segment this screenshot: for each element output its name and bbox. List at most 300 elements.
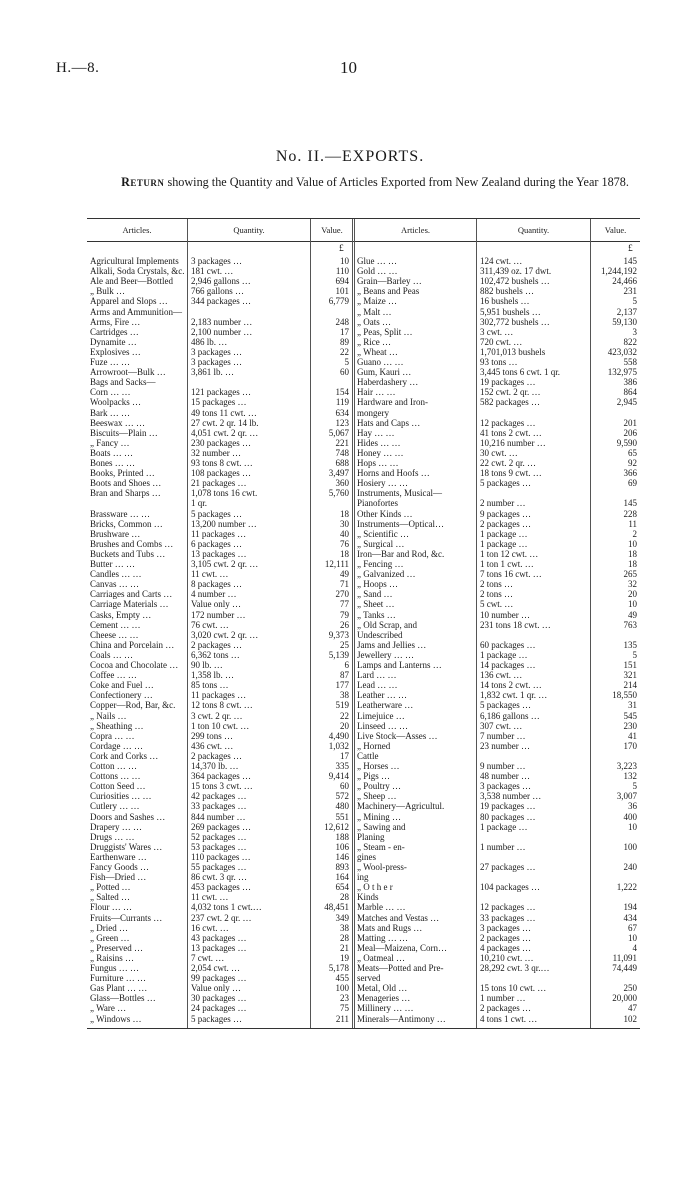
table-row (87, 680, 640, 690)
article-cell: Fungus … … (90, 963, 140, 973)
article-cell: Jewellery … … (357, 649, 414, 660)
value-cell: 654 (335, 882, 349, 893)
table-row (87, 902, 640, 912)
quantity-cell: 10 number … (480, 609, 530, 620)
table-row (87, 953, 640, 963)
value-cell: 748 (335, 447, 349, 458)
quantity-cell: 1,358 lb. … (191, 670, 235, 681)
article-cell: Casks, Empty … (90, 609, 152, 620)
value-cell: 265 (623, 569, 637, 580)
quantity-cell: 436 cwt. … (191, 740, 234, 751)
value-cell: 240 (623, 862, 637, 872)
article-cell: „ Galvanized … (357, 569, 416, 580)
header-value-right: Value. (604, 225, 627, 235)
quantity-cell (480, 973, 588, 983)
value-cell: 763 (623, 619, 637, 630)
article-cell: Haberdashery … (357, 377, 419, 388)
value-cell: 49 (628, 609, 637, 620)
value-cell: 22 (340, 346, 349, 357)
quantity-cell: 2 packages … (480, 932, 531, 943)
value-cell: 1,032 (328, 740, 349, 751)
value-cell: 18 (340, 508, 349, 519)
article-cell: „ Rice … (357, 336, 391, 347)
subtitle-lead: Return (121, 175, 165, 189)
table-row (87, 428, 640, 438)
value-cell: 77 (340, 599, 349, 610)
article-cell: China and Porcelain … (90, 639, 175, 650)
quantity-cell: 27 cwt. 2 qr. 14 lb. (191, 417, 259, 428)
article-cell: Canvas … … (90, 579, 139, 590)
value-cell: 228 (623, 508, 637, 519)
quantity-cell: 19 packages … (480, 801, 536, 812)
article-cell: „ Malt … (357, 306, 392, 317)
value-cell: 5,178 (328, 963, 349, 973)
article-cell: Bricks, Common … (90, 518, 163, 529)
table-row (87, 509, 640, 519)
article-cell: gines (357, 851, 376, 862)
quantity-cell: 7 tons 16 cwt. … (480, 569, 542, 580)
article-cell: Flour … … (90, 902, 133, 913)
article-cell: mongery (357, 407, 389, 418)
quantity-cell: 16 cwt. … (191, 922, 229, 933)
quantity-cell: 11 cwt. … (191, 569, 229, 580)
quantity-cell: 364 packages … (191, 771, 251, 782)
value-cell: 76 (340, 538, 349, 549)
article-cell: „ Oats … (357, 316, 391, 327)
value-cell: 28 (340, 892, 349, 903)
table-row (87, 579, 640, 589)
value-cell: 10 (628, 599, 637, 610)
value-cell: 688 (335, 458, 349, 468)
value-cell: 20 (340, 720, 349, 731)
value-cell: 25 (340, 639, 349, 650)
quantity-cell: 3,861 lb. … (191, 367, 235, 378)
quantity-cell: 5 packages … (480, 478, 531, 489)
quantity-cell: 1,832 cwt. 1 qr. … (480, 690, 548, 701)
value-cell: 106 (335, 841, 349, 852)
article-cell: Arms, Fire … (90, 316, 141, 327)
article-cell: „ Fancy … (90, 437, 130, 448)
table-row (87, 650, 640, 660)
quantity-cell: 11 packages … (191, 690, 247, 701)
quantity-cell: 19 packages … (480, 377, 536, 388)
quantity-cell: 11 packages … (191, 528, 247, 539)
value-cell: 864 (623, 387, 637, 398)
article-cell: Coals … … (90, 649, 134, 660)
quantity-cell: 4 packages … (480, 942, 531, 953)
quantity-cell: 13 packages … (191, 942, 247, 953)
value-cell: 480 (335, 801, 349, 812)
value-cell: 40 (340, 528, 349, 539)
article-cell: Carriages and Carts … (90, 589, 173, 600)
article-cell: Brushware … (90, 528, 141, 539)
quantity-cell: 7 cwt. … (191, 952, 225, 963)
article-cell: Linseed … … (357, 720, 408, 731)
quantity-cell: 99 packages … (191, 973, 247, 984)
quantity-cell: 10,216 number … (480, 437, 546, 448)
quantity-cell: 5 packages … (480, 700, 531, 711)
value-cell: 9,373 (328, 629, 349, 640)
quantity-cell: 882 bushels … (480, 286, 534, 297)
article-cell: Undescribed (357, 629, 403, 640)
article-cell: „ Scientific … (357, 528, 409, 539)
quantity-cell: 1 package … (480, 649, 528, 660)
article-cell: Fruits—Currants … (90, 912, 163, 923)
value-cell: 822 (623, 336, 637, 347)
value-cell: 74,449 (612, 963, 637, 973)
value-cell (593, 892, 637, 902)
quantity-cell: 9 packages … (480, 508, 531, 519)
table-row (87, 327, 640, 337)
article-cell: „ Salted … (90, 892, 130, 903)
table-row (87, 690, 640, 700)
value-cell: 6,779 (328, 296, 349, 307)
value-cell: 366 (623, 468, 637, 479)
article-cell: Live Stock—Asses … (357, 730, 438, 741)
table-row (87, 983, 640, 993)
article-cell: Fish—Dried … (90, 872, 147, 883)
article-cell: Boats … … (90, 447, 134, 458)
value-cell: 60 (340, 367, 349, 378)
value-cell: 9,590 (616, 437, 637, 448)
value-cell: 250 (623, 983, 637, 994)
article-cell: Menageries … (357, 993, 411, 1004)
table-row (87, 872, 640, 882)
quantity-cell (480, 630, 588, 640)
quantity-cell: 1 package … (480, 821, 528, 832)
article-cell: Curiosities … … (90, 791, 152, 802)
quantity-cell: 3 packages … (191, 357, 242, 367)
quantity-cell: 172 number … (191, 609, 246, 620)
currency-mark-right: £ (628, 244, 633, 254)
value-cell: 89 (340, 336, 349, 347)
article-cell: Agricultural Implements (90, 256, 179, 266)
article-cell: Hardware and Iron- (357, 397, 428, 408)
value-cell: 10 (340, 256, 349, 266)
value-cell: 12,111 (324, 559, 349, 569)
quantity-cell: 32 number … (191, 447, 241, 458)
value-cell: 28 (340, 932, 349, 943)
quantity-cell: 33 packages … (480, 912, 536, 923)
table-row (87, 993, 640, 1003)
quantity-cell (480, 488, 588, 498)
value-cell: 211 (335, 1013, 349, 1024)
table-row (87, 256, 640, 266)
quantity-cell (480, 751, 588, 761)
article-cell: Limejuice … (357, 710, 405, 721)
article-cell: „ Maize … (357, 296, 397, 307)
quantity-cell: 4 tons 1 cwt. … (480, 1013, 538, 1024)
article-cell: Apparel and Slops … (90, 296, 168, 307)
quantity-cell (480, 892, 588, 902)
quantity-cell: 5 packages … (191, 508, 242, 519)
article-cell: Glass—Bottles … (90, 993, 156, 1004)
value-cell: 123 (335, 417, 349, 428)
value-cell: 545 (623, 710, 637, 721)
article-cell: Books, Printed … (90, 468, 155, 479)
value-cell: 119 (335, 397, 349, 408)
table-row (87, 448, 640, 458)
article-cell: Fuze … … (90, 357, 130, 367)
article-cell: „ Old Scrap, and (357, 619, 417, 630)
article-cell: Arms and Ammunition— (90, 306, 182, 317)
value-cell: 17 (340, 326, 349, 337)
quantity-cell: 1 qr. (191, 498, 208, 509)
quantity-cell: 3,445 tons 6 cwt. 1 qr. (480, 367, 560, 378)
quantity-cell: 311,439 oz. 17 dwt. (480, 266, 552, 277)
value-cell: 5 (632, 781, 637, 792)
value-cell: 100 (623, 841, 637, 852)
article-cell: Copra … … (90, 730, 135, 741)
article-cell: Jams and Jellies … (357, 639, 427, 650)
quantity-cell: 93 tons 8 cwt. … (191, 458, 253, 468)
quantity-cell: 7 number … (480, 730, 526, 741)
value-cell: 3,007 (616, 791, 637, 802)
article-cell: Metal, Old … (357, 983, 408, 994)
table-row (87, 933, 640, 943)
table-row (87, 418, 640, 428)
article-cell: „ Potted … (90, 882, 131, 893)
quantity-cell: 2 number … (480, 498, 526, 509)
header-articles-right: Articles. (400, 225, 431, 235)
quantity-cell (480, 832, 588, 842)
quantity-cell: 5,951 bushels … (480, 306, 541, 317)
value-cell: 3,223 (616, 761, 637, 771)
value-cell: 87 (340, 670, 349, 681)
table-row (87, 307, 640, 317)
quantity-cell: 181 cwt. … (191, 266, 234, 277)
article-cell: Candles … … (90, 569, 142, 580)
quantity-cell: 30 packages … (191, 993, 247, 1004)
table-row (87, 852, 640, 862)
article-cell: Meal—Maizena, Corn… (357, 942, 447, 953)
value-cell: 12,612 (324, 821, 349, 832)
article-cell: Butter … … (90, 559, 135, 569)
value-cell: 423,032 (607, 346, 637, 357)
value-cell: 2,137 (616, 306, 637, 317)
value-cell: 135 (623, 639, 637, 650)
table-row (87, 296, 640, 306)
quantity-cell: 1 number … (480, 841, 526, 852)
article-cell: Instruments—Optical… (357, 518, 444, 529)
quantity-cell: 12 tons 8 cwt. … (191, 700, 253, 711)
table-row (87, 549, 640, 559)
quantity-cell: 33 packages … (191, 801, 247, 812)
article-cell: Millinery … … (357, 1003, 414, 1014)
value-cell: 455 (335, 973, 349, 984)
quantity-cell: 152 cwt. 2 qr. … (480, 387, 541, 398)
quantity-cell: 766 gallons … (191, 286, 244, 297)
value-cell: 188 (335, 831, 349, 842)
article-cell: Lard … … (357, 670, 397, 681)
article-cell: ing (357, 872, 369, 883)
quantity-cell (480, 408, 588, 418)
table-row (87, 610, 640, 620)
value-cell: 132,975 (607, 367, 637, 378)
value-cell: 151 (623, 660, 637, 670)
table-row (87, 640, 640, 650)
header-quantity-right: Quantity. (517, 225, 550, 235)
article-cell: Minerals—Antimony … (357, 1013, 446, 1024)
quantity-cell: 2,183 number … (191, 316, 253, 327)
value-cell: 30 (340, 518, 349, 529)
quantity-cell: 48 number … (480, 771, 530, 782)
table-row (87, 367, 640, 377)
quantity-cell: 1 ton 12 cwt. … (480, 548, 539, 559)
article-cell: Cotton … … (90, 761, 138, 771)
value-cell: 22 (340, 710, 349, 721)
value-cell: 170 (623, 740, 637, 751)
article-cell: Honey … … (357, 447, 404, 458)
article-cell: Pianofortes (357, 498, 398, 509)
article-cell: Guano … … (357, 357, 404, 367)
value-cell: 23 (340, 993, 349, 1004)
quantity-cell: 3 packages … (480, 781, 531, 792)
currency-mark-left: £ (339, 244, 344, 254)
table-row (87, 731, 640, 741)
value-cell: 11,091 (612, 952, 637, 963)
article-cell: Bags and Sacks— (90, 377, 156, 388)
table-row (87, 842, 640, 852)
value-cell: 145 (623, 498, 637, 509)
article-cell: Bones … … (90, 458, 135, 468)
article-cell: Hosiery … … (357, 478, 408, 489)
quantity-cell: 3,105 cwt. 2 qr. … (191, 559, 259, 569)
table-row (87, 882, 640, 892)
quantity-cell (480, 852, 588, 862)
document-title: No. II.—EXPORTS. (275, 148, 425, 165)
value-cell: 154 (335, 387, 349, 398)
article-cell: served (357, 973, 381, 984)
quantity-cell: Value only … (191, 599, 241, 610)
quantity-cell: 27 packages … (480, 862, 536, 872)
article-cell: „ Tanks … (357, 609, 396, 620)
article-cell: Glue … … (357, 256, 397, 266)
value-cell: 6 (344, 660, 349, 670)
table-row (87, 286, 640, 296)
value-cell: 71 (340, 579, 349, 590)
header-value-left: Value. (321, 225, 343, 235)
table-row (87, 347, 640, 357)
subtitle-text: showing the Quantity and Value of Articles Exported from New Zealand during the Year 1878. (164, 175, 629, 189)
quantity-cell: 16 bushels … (480, 296, 530, 307)
table-row (87, 498, 640, 508)
article-cell: Alkali, Soda Crystals, &c. (90, 266, 185, 277)
table-row (87, 1003, 640, 1013)
article-cell: Gum, Kauri … (357, 367, 412, 378)
value-cell: 4,490 (328, 730, 349, 741)
article-cell: Coke and Fuel … (90, 680, 154, 691)
article-cell: Carriage Materials … (90, 599, 169, 610)
table-row (87, 478, 640, 488)
value-cell (593, 751, 637, 761)
header-articles-left: Articles. (122, 225, 152, 235)
value-cell: 5 (632, 649, 637, 660)
value-cell: 67 (628, 922, 637, 933)
quantity-cell: 4,032 tons 1 cwt.… (191, 902, 262, 913)
quantity-cell: 3 packages … (191, 346, 242, 357)
value-cell: 386 (623, 377, 637, 388)
value-cell: 360 (335, 478, 349, 489)
table-row (87, 1014, 640, 1024)
quantity-cell: 3,020 cwt. 2 qr. … (191, 629, 259, 640)
quantity-cell: 93 tons … (480, 357, 518, 367)
table-row (87, 559, 640, 569)
table-row (87, 276, 640, 286)
value-cell: 3,497 (328, 468, 349, 479)
table-row (87, 539, 640, 549)
table-row (87, 741, 640, 751)
quantity-cell: 1 ton 10 cwt. … (191, 720, 250, 731)
value-cell: 69 (628, 478, 637, 489)
table-row (87, 589, 640, 599)
value-cell: 60 (340, 781, 349, 792)
article-cell: Buckets and Tubs … (90, 548, 166, 559)
value-cell: 65 (628, 447, 637, 458)
article-cell: Brassware … … (90, 508, 150, 519)
table-row (87, 337, 640, 347)
article-cell: Confectionery … (90, 690, 153, 701)
value-cell: 1,244,192 (601, 266, 637, 277)
article-cell: „ Horned (357, 740, 391, 751)
table-row (87, 721, 640, 731)
value-cell: 434 (623, 912, 637, 923)
article-cell: Hair … … (357, 387, 396, 398)
article-cell: „ Poultry … (357, 781, 401, 792)
quantity-cell: 10,210 cwt. … (480, 952, 534, 963)
table-row (87, 408, 640, 418)
value-cell: 31 (628, 700, 637, 711)
article-cell: Bran and Sharps … (90, 488, 161, 499)
article-cell: „ Steam - en- (357, 841, 405, 852)
article-cell: Biscuits—Plain … (90, 427, 158, 438)
value-cell: 18 (628, 559, 637, 569)
article-cell: „ Beans and Peas (357, 286, 420, 297)
article-cell: Ale and Beer—Bottled (90, 276, 173, 287)
article-cell: Marble … … (357, 902, 406, 913)
article-cell: Cocoa and Chocolate … (90, 660, 179, 670)
table-row (87, 832, 640, 842)
value-cell: 102 (623, 1013, 637, 1024)
article-cell: Cottons … … (90, 771, 141, 782)
table-row (87, 771, 640, 781)
value-cell (593, 973, 637, 983)
quantity-cell: 302,772 bushels … (480, 316, 550, 327)
table-row (87, 943, 640, 953)
value-cell: 17 (340, 750, 349, 761)
article-cell: Meats—Potted and Pre- (357, 963, 444, 973)
article-cell: Other Kinds … (357, 508, 413, 519)
quantity-cell: 4 number … (191, 589, 237, 600)
value-cell: 11 (628, 518, 637, 529)
article-cell: „ Windows … (90, 1013, 142, 1024)
table-row (87, 913, 640, 923)
article-cell: Hats and Caps … (357, 417, 421, 428)
quantity-cell: 6,362 tons … (191, 649, 240, 660)
table-row (87, 781, 640, 791)
value-cell: 79 (340, 609, 349, 620)
quantity-cell: 13 packages … (191, 548, 247, 559)
quantity-cell: 8 packages … (191, 579, 242, 590)
quantity-cell: 3 packages … (480, 922, 531, 933)
quantity-cell: 86 cwt. 3 qr. … (191, 872, 247, 883)
quantity-cell: 2,054 cwt. … (191, 963, 240, 973)
quantity-cell: 3 packages … (191, 256, 242, 266)
quantity-cell: 230 packages … (191, 437, 251, 448)
quantity-cell: 124 cwt. … (480, 256, 523, 266)
article-cell: Beeswax … … (90, 417, 145, 428)
article-cell: Matting … … (357, 932, 408, 943)
